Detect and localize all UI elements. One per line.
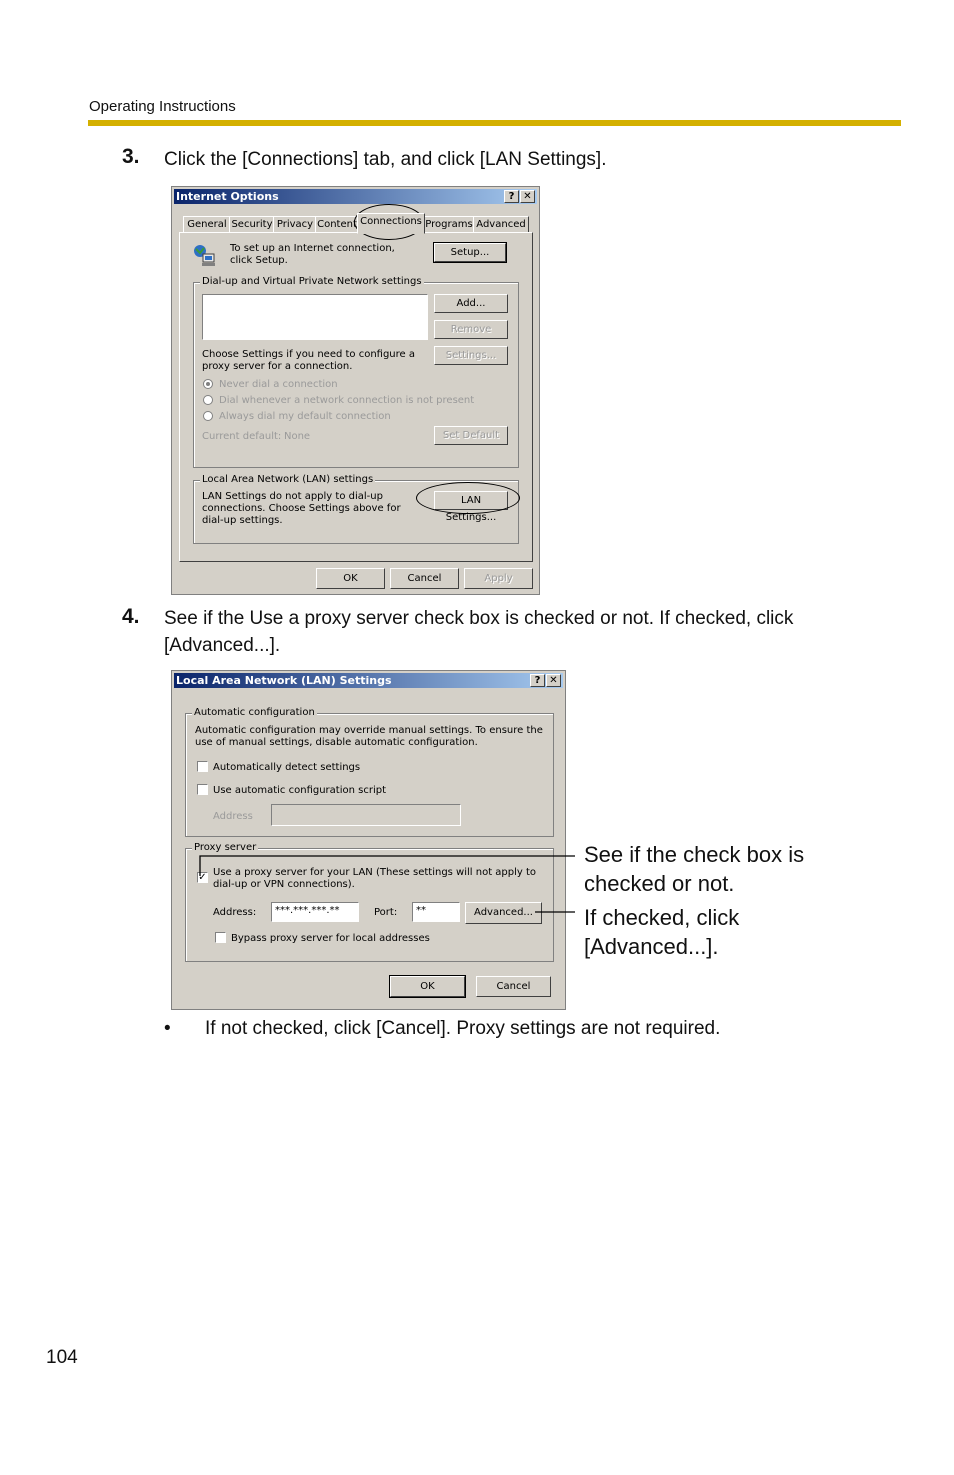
radio-never-dial-label: Never dial a connection — [219, 379, 338, 390]
tab-general[interactable]: General — [183, 216, 231, 233]
ok-button[interactable]: OK — [316, 568, 385, 589]
use-proxy-checkbox[interactable]: ✓ — [198, 872, 207, 883]
lan-settings-dialog — [171, 670, 566, 1010]
lan-settings-highlight — [416, 482, 520, 514]
remove-button[interactable]: Remove — [434, 320, 508, 339]
dialog-title: Internet Options — [176, 190, 279, 203]
tab-connections[interactable]: Connections — [357, 213, 425, 234]
dialup-group — [193, 276, 519, 468]
lan-settings-button[interactable]: LAN Settings... — [434, 491, 508, 510]
bypass-label: Bypass proxy server for local addresses — [231, 933, 430, 944]
use-proxy-label: Use a proxy server for your LAN (These settings will not apply to dial-up or VPN connections). — [213, 867, 537, 890]
close-icon[interactable]: ✕ — [520, 190, 535, 203]
set-default-button[interactable]: Set Default — [434, 426, 508, 445]
running-header: Operating Instructions — [89, 98, 236, 115]
proxy-address-label: Address: — [213, 907, 257, 918]
dialog-title: Local Area Network (LAN) Settings — [176, 674, 392, 687]
auto-detect-checkbox[interactable] — [197, 761, 208, 772]
radio-always-dial-label: Always dial my default connection — [219, 411, 391, 422]
proxy-address-input[interactable]: ***.***.***.** — [271, 902, 359, 922]
auto-config-text: Automatic configuration may override manual settings. To ensure the use of manual settings, disable automatic configuration. — [195, 725, 543, 748]
title-bar — [174, 189, 537, 204]
tab-advanced[interactable]: Advanced — [473, 216, 529, 233]
auto-config-group-label: Automatic configuration — [194, 707, 315, 718]
advanced-button[interactable]: Advanced... — [465, 902, 542, 924]
auto-detect-label: Automatically detect settings — [213, 762, 361, 773]
step-4-text: See if the Use a proxy server check box is checked or not. If checked, click [Advanced...]. — [164, 608, 794, 656]
script-address-label: Address — [213, 811, 253, 822]
title-bar — [174, 673, 563, 688]
tab-programs[interactable]: Programs — [423, 216, 475, 233]
current-default-value: None — [284, 431, 311, 442]
callout-check-box: See if the check box is checked or not. — [584, 842, 805, 896]
script-address-input[interactable] — [271, 804, 461, 826]
tab-privacy[interactable]: Privacy — [273, 216, 317, 233]
proxy-server-group-label: Proxy server — [194, 842, 257, 853]
port-input[interactable]: ** — [412, 902, 460, 922]
bypass-checkbox[interactable] — [215, 932, 226, 943]
lan-group-label: Local Area Network (LAN) settings — [202, 474, 374, 485]
ok-button[interactable]: OK — [390, 976, 465, 997]
step-3-number: 3. — [122, 145, 140, 168]
radio-always-dial[interactable] — [203, 411, 213, 421]
add-button[interactable]: Add... — [434, 294, 508, 313]
network-connection-icon — [192, 243, 216, 267]
lan-text: LAN Settings do not apply to dial-up connections. Choose Settings above for dial-up settings. — [202, 491, 401, 526]
close-icon[interactable]: ✕ — [546, 674, 561, 687]
callout-1-line — [200, 856, 575, 876]
bullet-symbol: • — [164, 1018, 171, 1039]
step-3-text: Click the [Connections] tab, and click [LAN Settings]. — [164, 149, 607, 170]
auto-config-group — [185, 707, 554, 837]
radio-never-dial[interactable] — [203, 379, 213, 389]
bullet-text: If not checked, click [Cancel]. Proxy settings are not required. — [205, 1018, 721, 1039]
help-icon[interactable]: ? — [530, 674, 545, 687]
setup-button[interactable]: Setup... — [434, 243, 506, 262]
setup-text: To set up an Internet connection, click Setup. — [230, 243, 395, 266]
auto-script-checkbox[interactable] — [197, 784, 208, 795]
internet-options-dialog — [171, 186, 540, 595]
cancel-button[interactable]: Cancel — [476, 976, 551, 997]
radio-dial-whenever[interactable] — [203, 395, 213, 405]
header-rule — [88, 120, 901, 126]
apply-button[interactable]: Apply — [464, 568, 533, 589]
radio-dial-whenever-label: Dial whenever a network connection is not present — [219, 395, 475, 406]
callout-advanced: If checked, click [Advanced...]. — [584, 905, 740, 959]
cancel-button[interactable]: Cancel — [390, 568, 459, 589]
help-icon[interactable]: ? — [504, 190, 519, 203]
settings-button[interactable]: Settings... — [434, 346, 508, 365]
step-4-number: 4. — [122, 605, 140, 628]
port-label: Port: — [374, 907, 398, 918]
tab-security[interactable]: Security — [229, 216, 275, 233]
choose-text: Choose Settings if you need to configure a proxy server for a connection. — [202, 349, 415, 372]
current-default-label: Current default: — [202, 431, 282, 442]
page-number: 104 — [46, 1347, 78, 1368]
connections-list[interactable] — [202, 294, 428, 340]
tab-content[interactable]: Content — [315, 216, 359, 233]
auto-script-label: Use automatic configuration script — [213, 785, 386, 796]
dialup-group-label: Dial-up and Virtual Private Network settings — [202, 276, 422, 287]
callout-leader-lines — [190, 845, 590, 925]
